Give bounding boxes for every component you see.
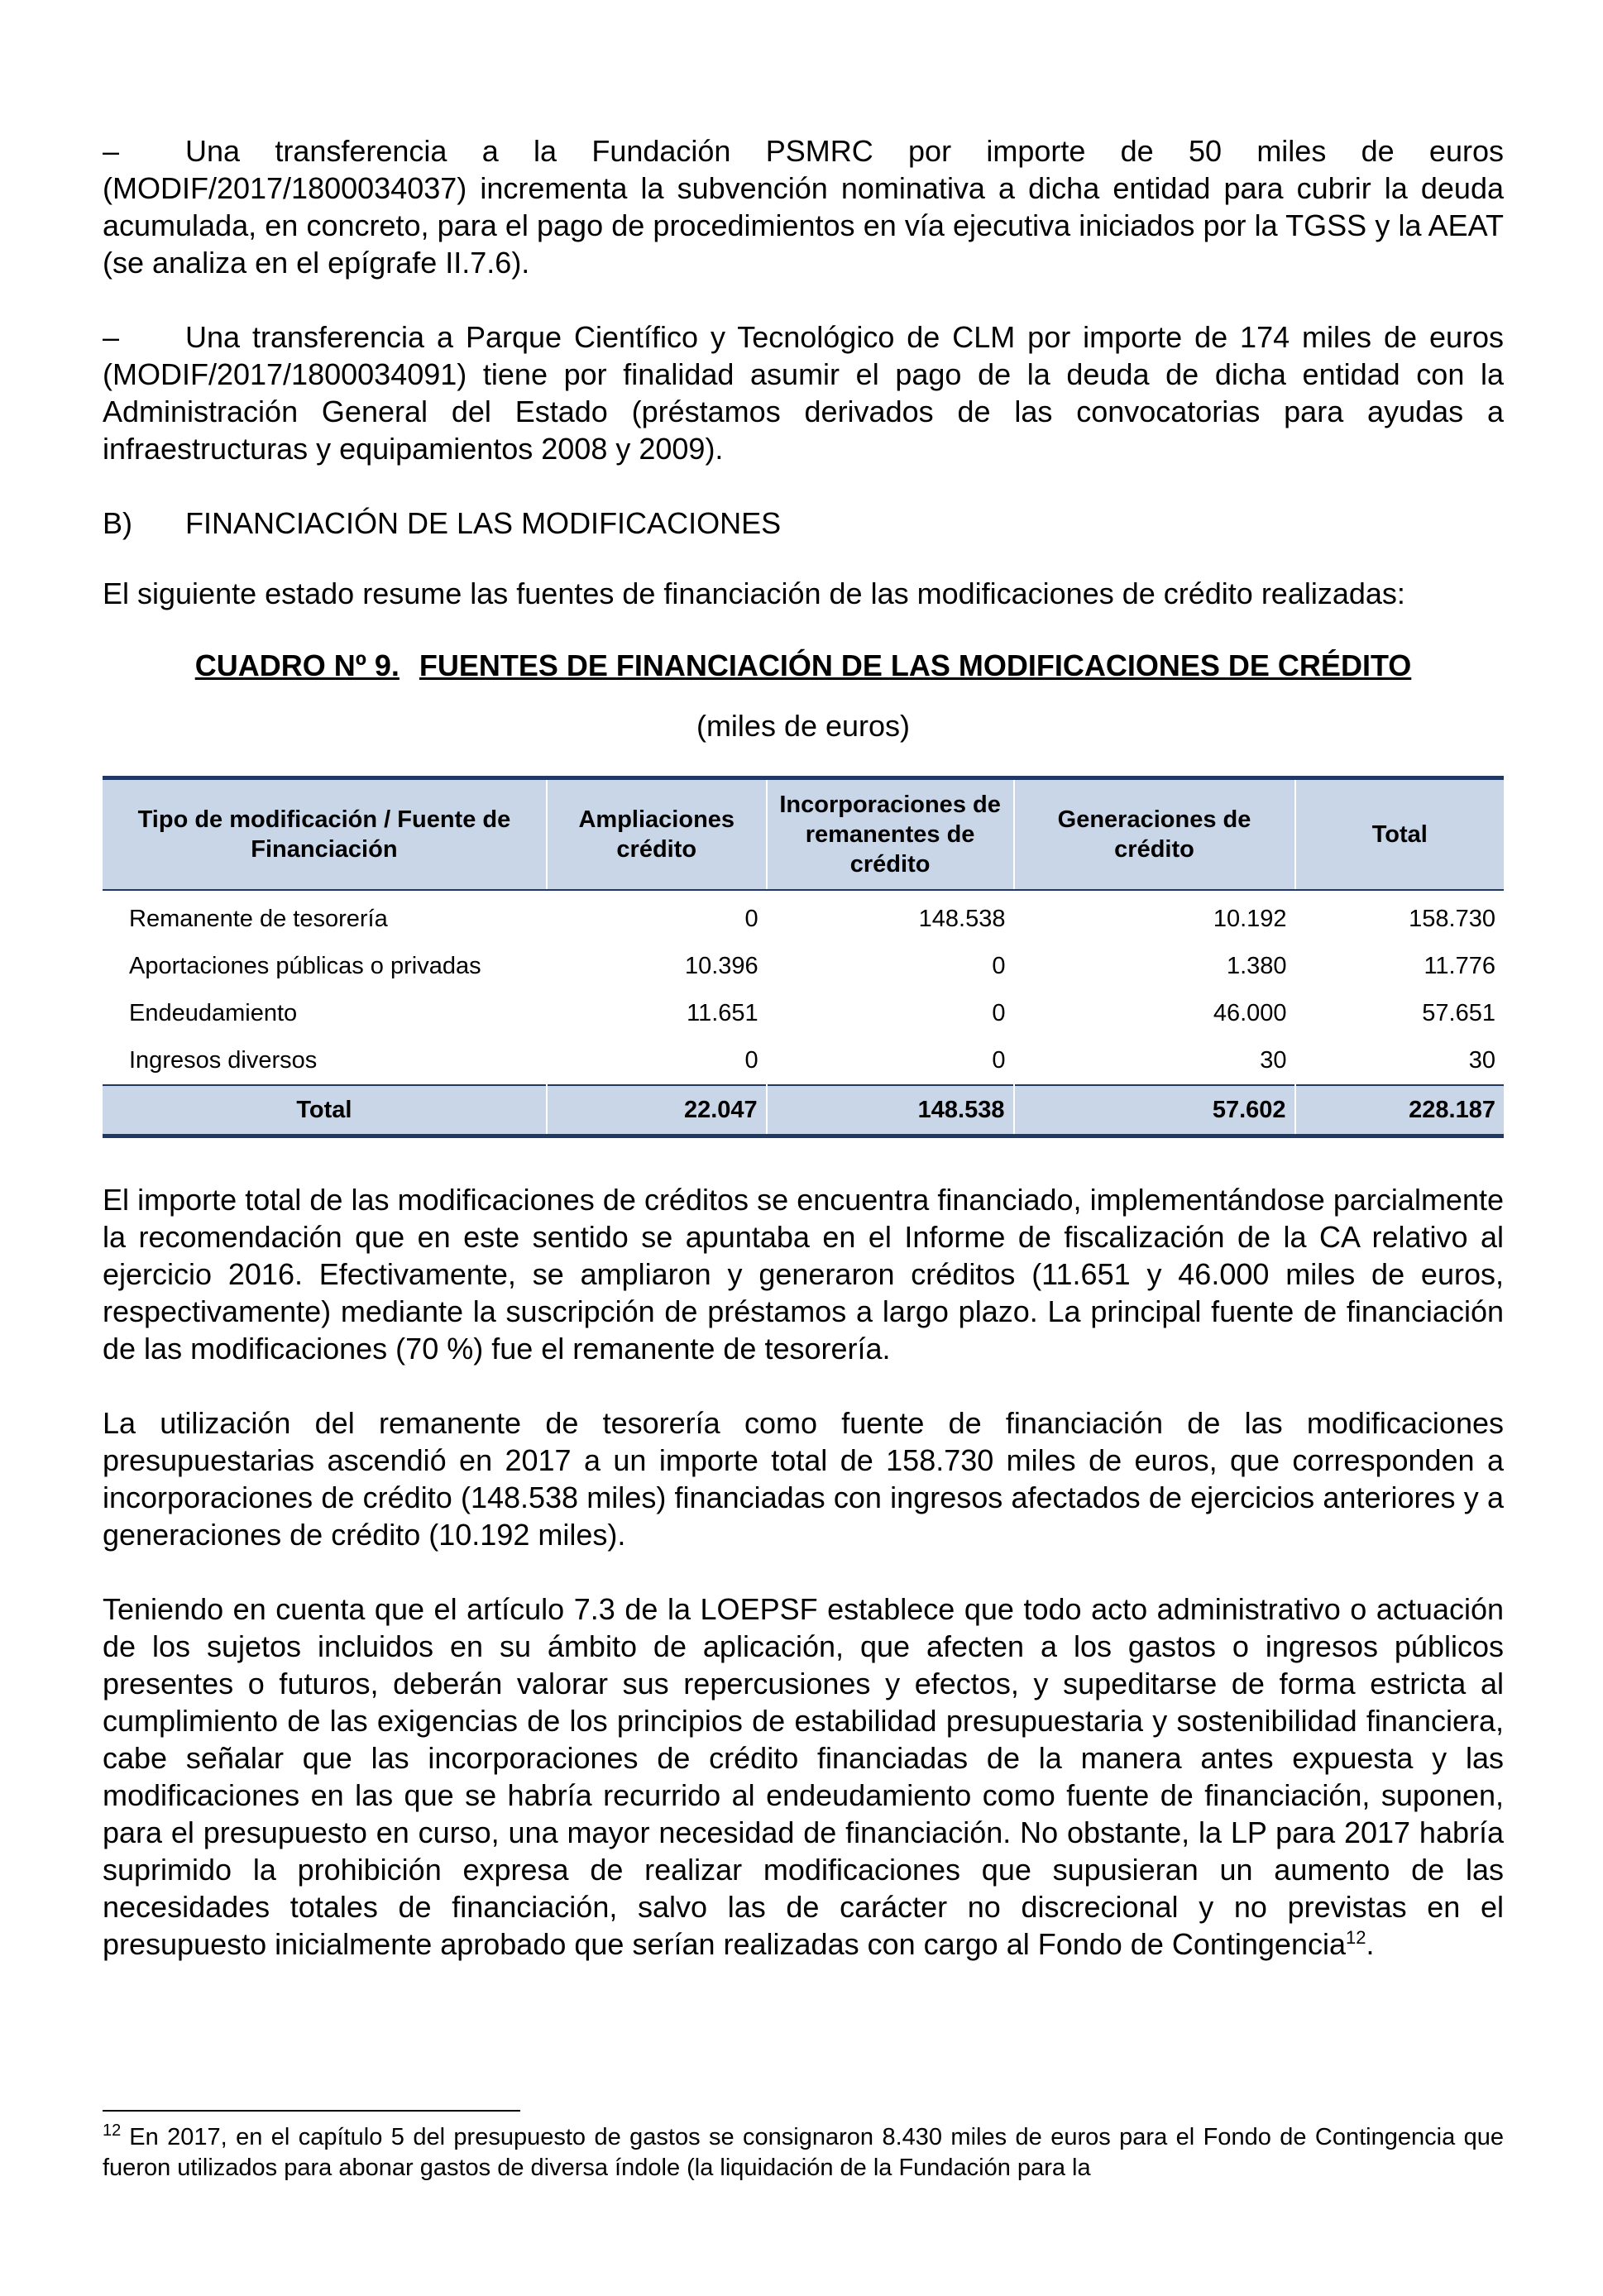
dash-marker: – <box>103 134 120 168</box>
table-row <box>103 943 1504 990</box>
table-row <box>103 990 1504 1037</box>
total-total: 228.187 <box>1295 1085 1504 1136</box>
table-title-text: FUENTES DE FINANCIACIÓN DE LAS MODIFICACIONES DE CRÉDITO <box>419 648 1412 682</box>
body-paragraph: El importe total de las modificaciones de créditos se encuentra financiado, implementándose parcialmente la recomendación que en este sentido se apuntaba en el Informe de fiscalización de la CA relativo al ejercicio 2016. Efectivamente, se ampliaron y generaron créditos (11.651 y 46.000 miles de euros, respectivamente) mediante la suscripción de préstamos a largo plazo. La principal fuente de financiación de las modificaciones (70 %) fue el remanente de tesorería. <box>103 1183 1504 1366</box>
table-total-row <box>103 1085 1504 1136</box>
cell-total: 30 <box>1468 1047 1495 1074</box>
row-label: Remanente de tesorería <box>129 906 388 932</box>
cell-incorporaciones: 0 <box>992 1000 1006 1026</box>
cell-generaciones: 30 <box>1260 1047 1287 1074</box>
header-cell-tipo: Tipo de modificación / Fuente de Financiación <box>103 778 547 891</box>
dash-marker: – <box>103 320 120 354</box>
section-title: FINANCIACIÓN DE LAS MODIFICACIONES <box>185 506 782 540</box>
body-paragraph-text: Teniendo en cuenta que el artículo 7.3 de la LOEPSF establece que todo acto administrativo o actuación de los sujetos incluidos en su ámbito de aplicación, que afecten a los gastos o ingresos públicos presentes o futuros, deberán valorar sus repercusiones y efectos, y supeditarse de forma estricta al cumplimiento de las exigencias de los principios de estabilidad presupuestaria y sostenibilidad financiera, cabe señalar que las incorporaciones de crédito financiadas de la manera antes expuesta y las modificaciones en las que se habría recurrido al endeudamiento como fuente de financiación, suponen, para el presupuesto en curso, una mayor necesidad de financiación. No obstante, la LP para 2017 habría suprimido la prohibición expresa de realizar modificaciones que supusieran un aumento de las necesidades totales de financiación, salvo las de carácter no discrecional y no previstas en el presupuesto inicialmente aprobado que serían realizadas con cargo al Fondo de Contingencia <box>103 1592 1504 1961</box>
table-row <box>103 1037 1504 1085</box>
header-cell-total: Total <box>1295 778 1504 891</box>
table-number: CUADRO Nº 9. <box>194 648 400 682</box>
bullet-paragraph-text: Una transferencia a la Fundación PSMRC por importe de 50 miles de euros (MODIF/2017/1800034037) incrementa la subvención nominativa a dicha entidad para cubrir la deuda acumulada, en concreto, para el pago de procedimientos en vía ejecutiva iniciados por la TGSS y la AEAT (se analiza en el epígrafe II.7.6). <box>103 134 1504 280</box>
footnote-text: En 2017, en el capítulo 5 del presupuesto de gastos se consignaron 8.430 miles de euros para el Fondo de Contingencia que fueron utilizados para abonar gastos de diversa índole (la liquidación de la Fundación para la <box>103 2124 1504 2181</box>
cell-ampliaciones: 0 <box>744 1047 758 1074</box>
footnote-reference[interactable]: 12 <box>1345 1927 1366 1948</box>
table-row <box>103 890 1504 943</box>
bullet-paragraph-text: Una transferencia a Parque Científico y Tecnológico de CLM por importe de 174 miles de euros (MODIF/2017/1800034091) tiene por finalidad asumir el pago de la deuda de dicha entidad con la Administración General del Estado (préstamos derivados de las convocatorias para ayudas a infraestructuras y equipamientos 2008 y 2009). <box>103 320 1504 466</box>
section-heading <box>103 505 1504 542</box>
cell-total: 11.776 <box>1424 953 1495 979</box>
header-cell-generaciones: Generaciones de crédito <box>1014 778 1295 891</box>
table-header-row <box>103 778 1504 891</box>
cell-generaciones: 46.000 <box>1213 1000 1287 1026</box>
total-ampliaciones: 22.047 <box>547 1085 767 1136</box>
total-incorporaciones: 148.538 <box>767 1085 1014 1136</box>
footnote <box>103 2122 1504 2184</box>
body-paragraph-loepsf <box>103 1590 1504 1963</box>
row-label: Endeudamiento <box>129 1000 298 1026</box>
table-title <box>103 647 1504 684</box>
total-generaciones: 57.602 <box>1014 1085 1295 1136</box>
cell-incorporaciones: 0 <box>992 1047 1006 1074</box>
section-letter: B) <box>103 506 132 540</box>
footnote-mark: 12 <box>103 2121 122 2141</box>
intro-paragraph: El siguiente estado resume las fuentes de financiación de las modificaciones de crédito realizadas: <box>103 576 1405 610</box>
bullet-paragraph-parque <box>103 318 1504 467</box>
row-label: Aportaciones públicas o privadas <box>129 953 481 979</box>
paragraph-end: . <box>1366 1927 1375 1961</box>
cell-ampliaciones: 10.396 <box>684 953 758 979</box>
cell-generaciones: 10.192 <box>1213 906 1287 932</box>
total-label: Total <box>103 1085 547 1136</box>
header-cell-ampliaciones: Ampliaciones crédito <box>547 778 767 891</box>
footnote-separator <box>103 2110 520 2112</box>
cell-incorporaciones: 0 <box>992 953 1006 979</box>
cell-total: 57.651 <box>1422 1000 1495 1026</box>
cell-generaciones: 1.380 <box>1226 953 1287 979</box>
document-page <box>103 132 1504 1963</box>
cell-ampliaciones: 11.651 <box>687 1000 758 1026</box>
bullet-paragraph-psmrc <box>103 132 1504 281</box>
table-units: (miles de euros) <box>696 709 911 743</box>
cell-ampliaciones: 0 <box>744 906 758 932</box>
body-paragraph: La utilización del remanente de tesorería como fuente de financiación de las modificaciones presupuestarias ascendió en 2017 a un importe total de 158.730 miles de euros, que corresponden a incorporaciones de crédito (148.538 miles) financiadas con ingresos afectados de ejercicios anteriores y a generaciones de crédito (10.192 miles). <box>103 1406 1504 1552</box>
row-label: Ingresos diversos <box>129 1047 318 1074</box>
cell-total: 158.730 <box>1409 906 1495 932</box>
financing-table <box>103 776 1504 1138</box>
header-cell-incorporaciones: Incorporaciones de remanentes de crédito <box>767 778 1014 891</box>
cell-incorporaciones: 148.538 <box>918 906 1006 932</box>
